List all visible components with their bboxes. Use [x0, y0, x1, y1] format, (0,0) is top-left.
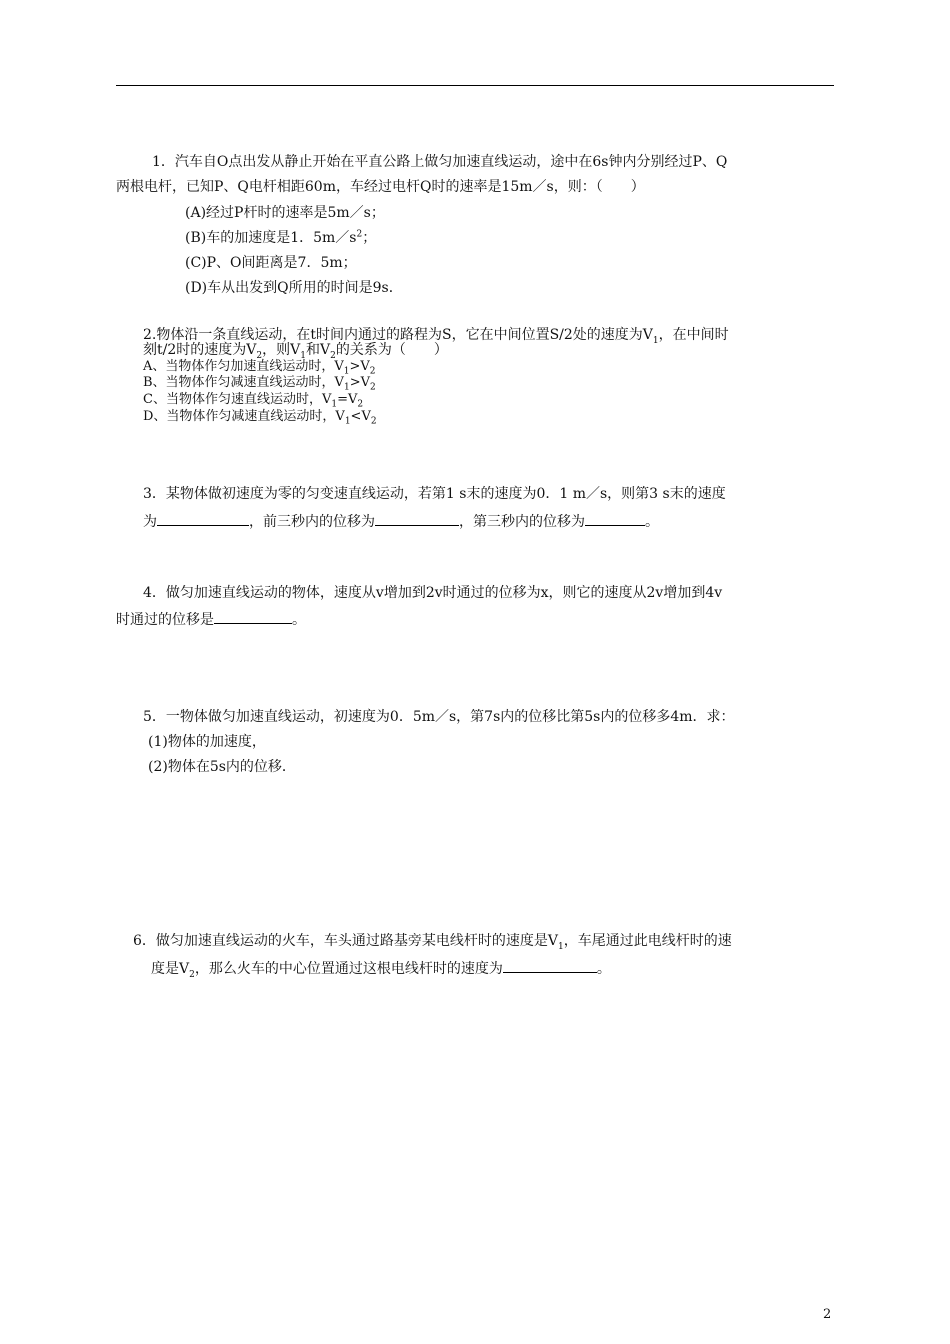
q2-line-2: 刻t/2时的速度为$V_2$，则$V_1$和$V_2$的关系为（ ） [143, 342, 448, 361]
q6-line-2: 度是$V_2$，那么火车的中心位置通过这根电线杆时的速度为 。 [151, 961, 611, 980]
q1-line-1: 1．汽车自O点出发从静止开始在平直公路上做匀加速直线运动，途中在6s钟内分别经过P、Q [152, 154, 728, 170]
q5-sub-1: (1)物体的加速度， [148, 734, 266, 750]
q4-line-1: 4．做匀加速直线运动的物体，速度从v增加到2v时通过的位移为x，则它的速度从2v增加到4v [143, 585, 723, 601]
q3-line-2: 为 ，前三秒内的位移为 ，第三秒内的位移为 。 [143, 514, 659, 530]
page-number: 2 [823, 1307, 832, 1322]
q1-option-b: (B)车的加速度是1．$5m/s^2$； [185, 229, 377, 246]
q3-blank-2[interactable] [375, 513, 459, 526]
q5-line-1: 5．一物体做匀加速直线运动，初速度为0．5m／s，第7s内的位移比第5s内的位移多4m．求： [143, 709, 735, 725]
q3-blank-1[interactable] [157, 513, 249, 526]
q5-sub-2: (2)物体在5s内的位移． [148, 759, 296, 775]
q2-option-a: A、当物体作匀加速直线运动时，$V_1>V_2$ [143, 359, 376, 377]
q2-option-c: C、当物体作匀速直线运动时，$V_1=V_2$ [143, 392, 364, 410]
q3-blank-3[interactable] [585, 513, 645, 526]
q4-line-2: 时通过的位移是 。 [116, 612, 306, 628]
q6-blank[interactable] [503, 960, 597, 973]
q1-option-a: (A)经过P杆时的速率是5m／s； [185, 205, 385, 221]
q1-option-d: (D)车从出发到Q所用的时间是9s． [185, 280, 403, 296]
q4-blank[interactable] [214, 611, 292, 624]
q1-line-2: 两根电杆，已知P、Q电杆相距60m，车经过电杆Q时的速率是15m／s，则：（ ） [116, 179, 645, 195]
header-rule [116, 85, 834, 86]
q3-line-1: 3．某物体做初速度为零的匀变速直线运动，若第1 s末的速度为0．1 m／s，则第3 s末的速度 [143, 486, 726, 502]
q2-option-d: D、当物体作匀减速直线运动时，$V_1<V_2$ [143, 409, 377, 427]
q6-line-1: 6．做匀加速直线运动的火车，车头通过路基旁某电线杆时的速度是$V_1$，车尾通过此电线杆时的速 [133, 933, 732, 952]
q2-option-b: B、当物体作匀减速直线运动时，$V_1>V_2$ [143, 375, 376, 393]
q1-option-c: (C)P、O间距离是7．5m； [185, 255, 357, 271]
q2-line-1: 2.物体沿一条直线运动，在t时间内通过的路程为S，它在中间位置S/2处的速度为$V_1$，在中间时 [143, 327, 729, 346]
